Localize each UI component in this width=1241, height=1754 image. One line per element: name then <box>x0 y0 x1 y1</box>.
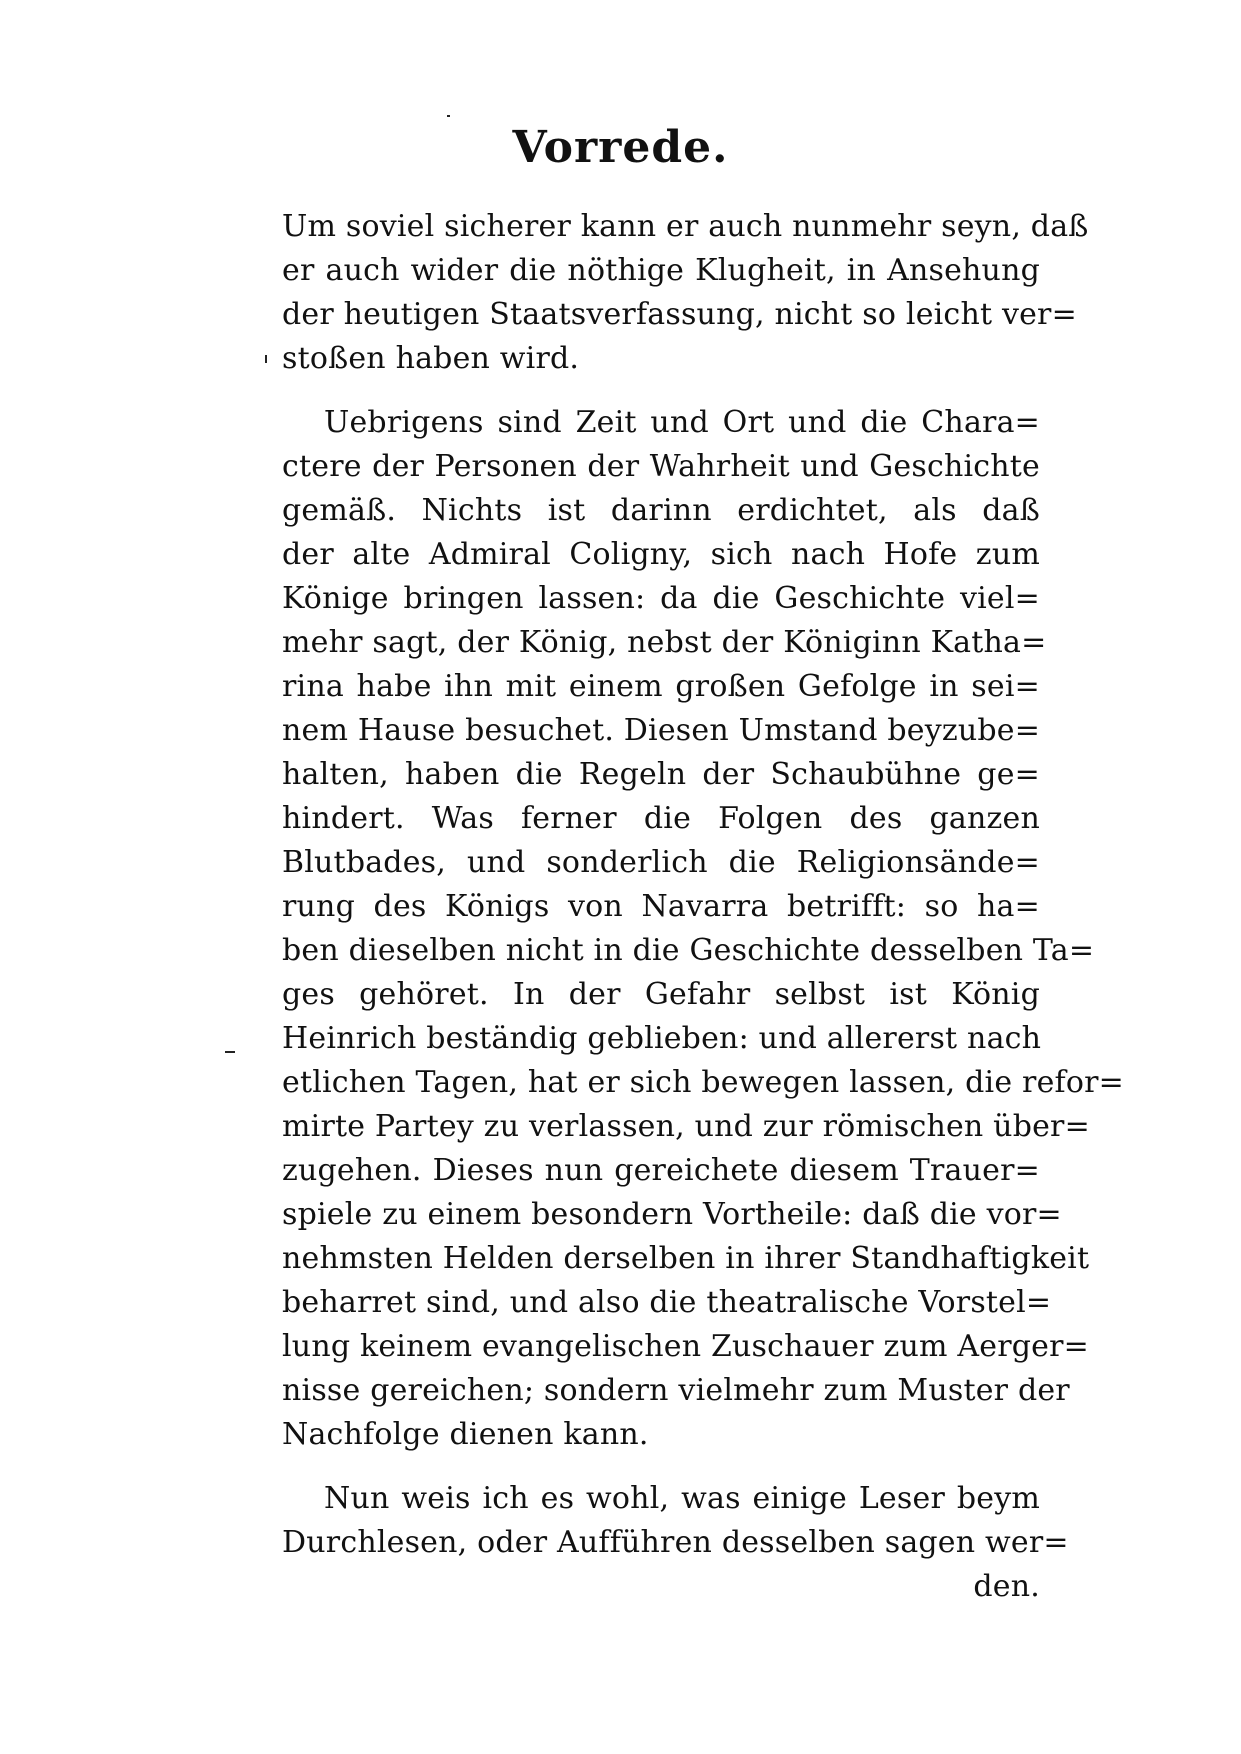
text-line: ctere der Personen der Wahrheit und Geschichte <box>282 449 1040 484</box>
print-speck <box>265 355 267 363</box>
text-line: Uebrigens sind Zeit und Ort und die Chara= <box>324 405 1040 440</box>
page-title: Vorrede. <box>512 122 729 173</box>
body-text <box>282 205 1124 1609</box>
text-line: er auch wider die nöthige Klugheit, in Ansehung <box>282 253 1040 288</box>
text-line: stoßen haben wird. <box>282 341 580 376</box>
text-line: nisse gereichen; sondern vielmehr zum Muster der <box>282 1373 1070 1408</box>
text-line: ges gehöret. In der Gefahr selbst ist König <box>282 977 1040 1012</box>
text-line: ben dieselben nicht in die Geschichte desselben Ta= <box>282 933 1095 968</box>
text-line: etlichen Tagen, hat er sich bewegen lassen, die refor= <box>282 1065 1124 1100</box>
text-line: hindert. Was ferner die Folgen des ganzen <box>282 801 1040 836</box>
text-line: der heutigen Staatsverfassung, nicht so leicht ver= <box>282 297 1077 332</box>
text-line: Blutbades, und sonderlich die Religionsände= <box>282 845 1040 880</box>
text-line: Nun weis ich es wohl, was einige Leser beym <box>324 1481 1040 1516</box>
paragraph-3 <box>282 1477 1069 1609</box>
text-line: Heinrich beständig geblieben: und allererst nach <box>282 1021 1042 1056</box>
text-line: Könige bringen lassen: da die Geschichte viel= <box>282 581 1040 616</box>
text-line: Um soviel sicherer kann er auch nunmehr seyn, daß <box>282 209 1089 244</box>
text-line: gemäß. Nichts ist darinn erdichtet, als daß <box>282 493 1040 528</box>
text-line: mirte Partey zu verlassen, und zur römischen über= <box>282 1109 1090 1144</box>
text-line: nehmsten Helden derselben in ihrer Standhaftigkeit <box>282 1241 1090 1276</box>
text-line: nem Hause besuchet. Diesen Umstand beyzube= <box>282 713 1041 748</box>
text-line: halten, haben die Regeln der Schaubühne ge= <box>282 757 1040 792</box>
catchword: den. <box>973 1569 1040 1604</box>
text-line: beharret sind, und also die theatralische Vorstel= <box>282 1285 1052 1320</box>
paragraph-2 <box>282 401 1124 1457</box>
text-line: rina habe ihn mit einem großen Gefolge in sei= <box>282 669 1040 704</box>
text-line: mehr sagt, der König, nebst der Königinn Katha= <box>282 625 1047 660</box>
text-line: zugehen. Dieses nun gereichete diesem Trauer= <box>282 1153 1040 1188</box>
paragraph-1 <box>282 205 1089 381</box>
text-line: lung keinem evangelischen Zuschauer zum Aerger= <box>282 1329 1089 1364</box>
print-speck <box>447 115 450 117</box>
text-line: Durchlesen, oder Aufführen desselben sagen wer= <box>282 1525 1069 1560</box>
text-line: Nachfolge dienen kann. <box>282 1417 649 1452</box>
text-line: rung des Königs von Navarra betrifft: so ha= <box>282 889 1040 924</box>
text-line: spiele zu einem besondern Vortheile: daß die vor= <box>282 1197 1062 1232</box>
text-line: der alte Admiral Coligny, sich nach Hofe zum <box>282 537 1040 572</box>
print-speck <box>225 1051 235 1053</box>
